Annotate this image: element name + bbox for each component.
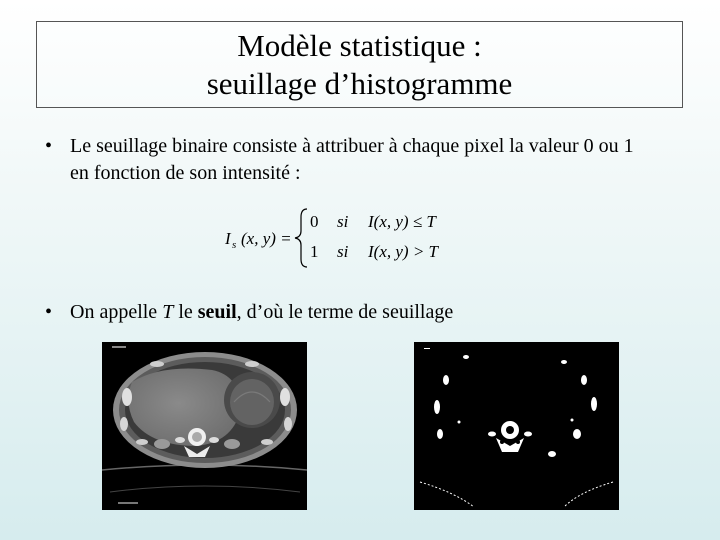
formula-lhs-I: I (225, 229, 231, 248)
slide-title-line2: seuillage d’histogramme (206, 65, 513, 101)
ct-original-image (102, 342, 307, 510)
formula-brace (295, 209, 307, 267)
bullet-symbol: • (45, 301, 53, 323)
slide-title-line1: Modèle statistique : (237, 27, 482, 63)
formula-case2-word: si (337, 242, 349, 261)
ct-thresholded-image (414, 342, 619, 510)
bullet-text-threshold (70, 299, 453, 326)
bullet2-text-part3: , d’où le terme de seuillage (236, 301, 454, 323)
formula-case1-word: si (337, 212, 349, 231)
bullet2-bold-seuil: seuil (197, 301, 237, 323)
bullet2-text-part1: On appelle (70, 301, 163, 323)
bullet-item-threshold (45, 299, 645, 329)
bullet2-text-part2: le (173, 301, 198, 323)
bullet2-T-symbol: T (162, 301, 174, 323)
formula-lhs-args: (x, y) = (241, 229, 292, 248)
formula-case2-value: 1 (310, 242, 319, 261)
bullet-symbol: • (45, 135, 53, 157)
formula-case1-value: 0 (310, 212, 319, 231)
formula-case1-condition: I(x, y) ≤ T (368, 212, 436, 231)
formula-case2-condition: I(x, y) > T (368, 242, 439, 261)
slide-title-box (36, 21, 683, 108)
bullet-item-definition (45, 133, 645, 193)
bullet-text-definition: Le seuillage binaire consiste à attribuer à chaque pixel la valeur 0 ou 1 en fonction de son intensité : (70, 135, 634, 184)
formula-lhs-subscript: s (232, 239, 237, 251)
threshold-formula (215, 205, 455, 269)
